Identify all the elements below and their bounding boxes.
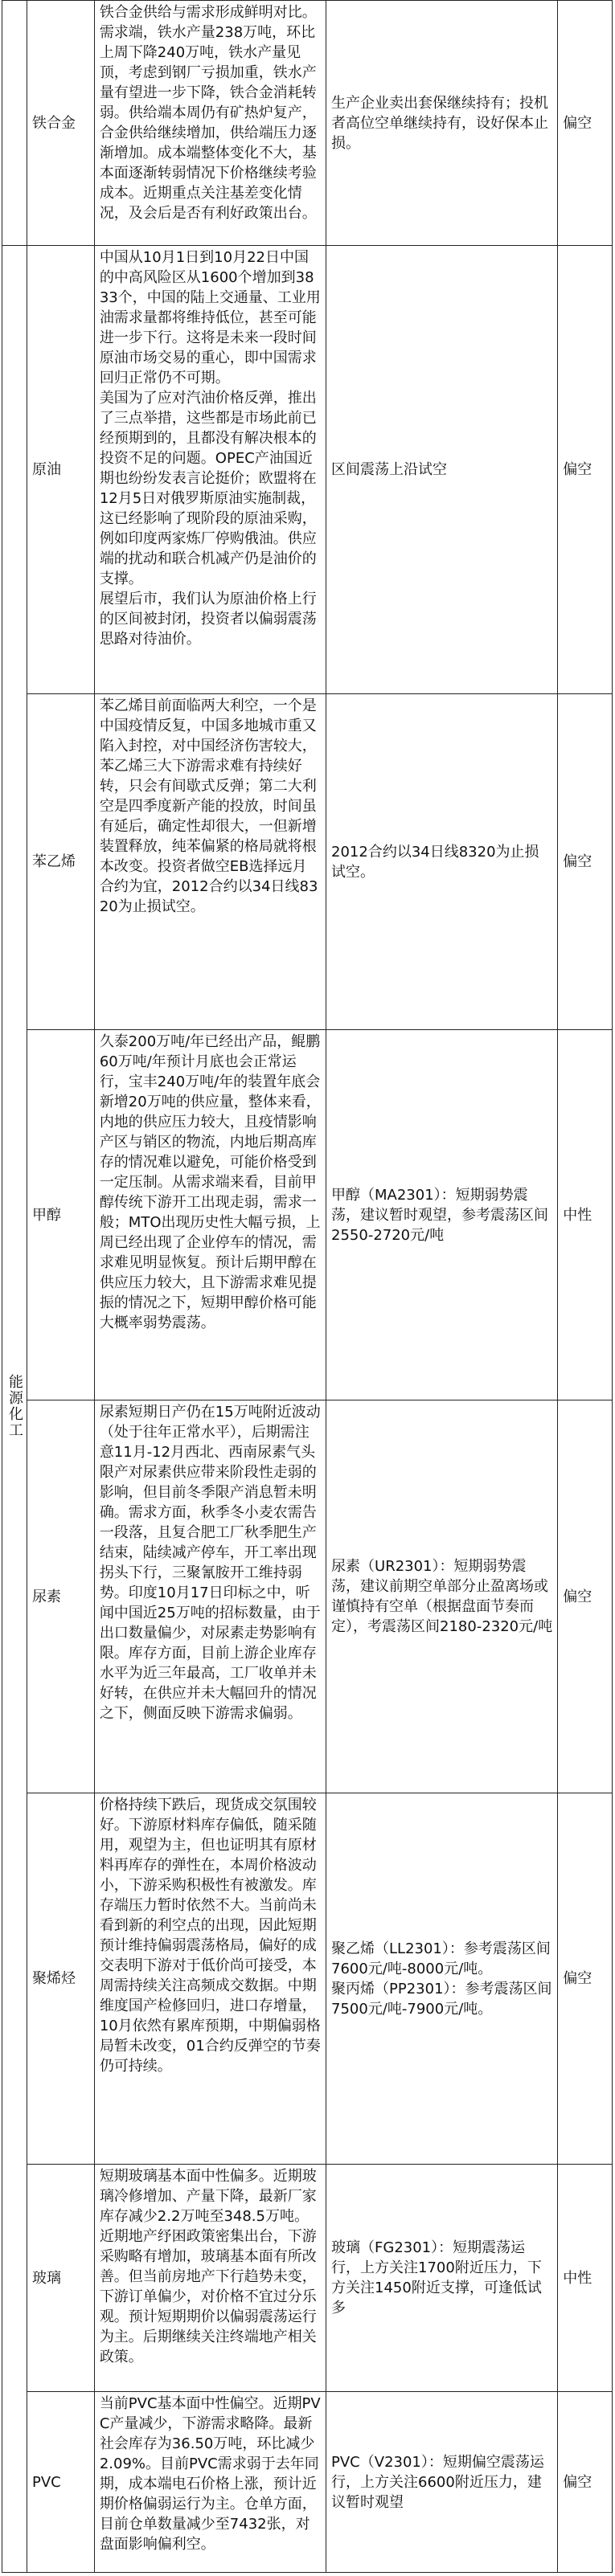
view-cell: 中性 xyxy=(558,1030,613,1400)
commodity-name: 玻璃 xyxy=(27,2165,95,2392)
strategy-text: 区间震荡上沿试空 xyxy=(331,461,448,478)
commodity-name: 苯乙烯 xyxy=(27,694,95,1030)
analysis-text: 中国从10月1日到10月22日中国的中高风险区从1600个增加到3833个，中国的陆上交通量、工业用油需求量都将维持低位，甚至可能进一步下行。这将是未来一段时间原油市场交易的重心，即中国需求回归正常仍不可期。 美国为了应对汽油价格反弹，推出了三点举措，这些都是市场此前已经预期到的，且都没有解决根本的投资不足的问题。OPEC产油国近期也纷纷发表言论挺价；欧盟将在12月5日对俄罗斯原油实施制裁，这已经影响了现阶段的原油采购，例如印度两家炼厂停购俄油。供应端的扰动和联合机减产仍是油价的支撑。 展望后市，我们认为原油价格上行的区间被封闭，投资者以偏弱震荡思路对待油价。 xyxy=(99,249,321,648)
strategy-cell xyxy=(326,246,558,694)
strategy-text: 玻璃（FG2301）：短期震荡运行，上方关注1700附近压力，下方关注1450附近支撑，可逢低试多 xyxy=(331,2239,542,2316)
strategy-text: 聚乙烯（LL2301）：参考震荡区间7600元/吨-8000元/吨。 聚丙烯（PP2301）：参考震荡区间7500元/吨-7900元/吨。 xyxy=(331,1940,552,2018)
strategy-cell xyxy=(326,2165,558,2392)
analysis-text: 久泰200万吨/年已经出产品，鲲鹏60万吨/年预计月底也会正常运行，宝丰240万吨/年的装置年底会新增20万吨的供应量，整体来看，内地的供应压力较大，且疫情影响产区与销区的物流，内地后期高库存的情况难以避免，可能价格受到一定压制。从需求端来看，目前甲醇传统下游开工出现走弱，需求一般；MTO出现历史性大幅亏损，上周已经出现了企业停车的情况，需求难见明显恢复。预计后期甲醇在供应压力较大，且下游需求难见提振的情况之下，短期甲醇价格可能大概率弱势震荡。 xyxy=(99,1033,321,1331)
commodity-name: 铁合金 xyxy=(27,1,95,246)
table-row xyxy=(2,1,613,246)
table-row xyxy=(2,246,613,694)
analysis-cell xyxy=(94,694,326,1030)
strategy-text: 甲醇（MA2301）：短期弱势震荡，建议暂时观望，参考震荡区间2550-2720元/吨 xyxy=(331,1186,549,1244)
strategy-cell xyxy=(326,2392,558,2573)
analysis-text: 当前PVC基本面中性偏空。近期PVC产量减少，下游需求略降。最新社会库存为36.50万吨，环比减少2.09%。目前PVC需求弱于去年同期，成本端电石价格上涨，预计近期价格偏弱运行为主。仓单方面，目前仓单数量减少至7432张，对盘面影响偏利空。 xyxy=(99,2395,321,2553)
analysis-cell xyxy=(94,1030,326,1400)
view-cell: 偏空 xyxy=(558,1,613,246)
strategy-text: PVC（V2301）：短期偏空震荡运行，上方关注6600附近压力，建议暂时观望 xyxy=(331,2453,544,2511)
analysis-cell xyxy=(94,246,326,694)
sector-label: 能源化工 xyxy=(6,1374,23,1438)
view-cell: 偏空 xyxy=(558,1793,613,2165)
analysis-text: 尿素短期日产仍在15万吨附近波动（处于往年正常水平），后期需注意11月-12月西北、西南尿素气头限产对尿素供应带来阶段性走弱的影响，但目前冬季限产消息暂未明确。需求方面，秋季冬小麦农需告一段落，且复合肥工厂秋季肥生产结束，陆续减产停车，开工率出现拐头下行，三聚氰胺开工维持弱势。印度10月17日印标之中，听闻中国近25万吨的招标数量，由于出口数量偏少，对尿素走势影响有限。库存方面，目前上游企业库存水平为近三年最高，工厂收单并未好转，在供应并未大幅回升的情况之下，侧面反映下游需求偏弱。 xyxy=(99,1404,321,1722)
strategy-text: 2012合约以34日线8320为止损试空。 xyxy=(331,843,539,881)
view-cell: 偏空 xyxy=(558,246,613,694)
commodity-name: 原油 xyxy=(27,246,95,694)
analysis-text: 价格持续下跌后，现货成交氛围较好。下游原材料库存偏低，随采随用，观望为主，但也证明其有原材料再库存的弹性在，本周价格波动小，下游采购积极性有被激发。库存端压力暂时依然不大。当前尚未看到新的利空点的出现，因此短期预计维持偏弱震荡格局，偏好的成交表明下游对于低价尚可接受，本周需持续关注高频成交数据。中期维度国产检修回归，进口存增量，10月依然有累库预期，中期偏弱格局暂未改变，01合约反弹空的节奏仍可持续。 xyxy=(99,1797,321,2075)
analysis-cell xyxy=(94,1793,326,2165)
sector-cell xyxy=(2,246,27,2573)
strategy-cell xyxy=(326,1,558,246)
commodity-name: PVC xyxy=(27,2392,95,2573)
table-row xyxy=(2,2392,613,2573)
table-row xyxy=(2,1793,613,2165)
view-cell: 中性 xyxy=(558,2165,613,2392)
analysis-text: 铁合金供给与需求形成鲜明对比。需求端，铁水产量238万吨，环比上周下降240万吨，铁水产量见顶，考虑到钢厂亏损加重，铁水产量有望进一步下降，铁合金消耗转弱。供给端本周仍有矿热炉复产，合金供给继续增加，供给端压力逐渐增加。成本端整体变化不大，基本面逐渐转弱情况下价格继续考验成本。近期重点关注基差变化情况，及会后是否有利好政策出台。 xyxy=(99,4,317,222)
strategy-cell xyxy=(326,1400,558,1793)
table-row xyxy=(2,2165,613,2392)
sector-cell-top xyxy=(2,1,27,246)
commodity-strategy-table xyxy=(2,0,613,2573)
strategy-cell xyxy=(326,694,558,1030)
analysis-text: 短期玻璃基本面中性偏多。近期玻璃冷修增加、产量下降，最新厂家库存减少2.2万吨至348.5万吨。近期地产纾困政策密集出台，下游采购略有增加，玻璃基本面有所改善。但当前房地产下行趋势未变，下游订单偏少，对价格不宜过分乐观。预计短期期价以偏弱震荡运行为主。后期继续关注终端地产相关政策。 xyxy=(99,2168,317,2365)
commodity-name: 尿素 xyxy=(27,1400,95,1793)
commodity-name: 甲醇 xyxy=(27,1030,95,1400)
strategy-text: 生产企业卖出套保继续持有；投机者高位空单继续持有，设好保本止损。 xyxy=(331,94,549,152)
table-row xyxy=(2,1400,613,1793)
analysis-cell xyxy=(94,2392,326,2573)
table-row xyxy=(2,1030,613,1400)
analysis-text: 苯乙烯目前面临两大利空，一个是中国疫情反复，中国多地城市重又陷入封控，对中国经济伤害较大，苯乙烯三大下游需求难有持续好转，只会有间歇式反弹；第二大利空是四季度新产能的投放，时间虽有延后，确定性却很大，一但新增装置释放，纯苯偏紧的格局就将根本改变。投资者做空EB选择远月合约为宜，2012合约以34日线8320为止损试空。 xyxy=(99,697,318,915)
strategy-cell xyxy=(326,1030,558,1400)
view-cell: 偏空 xyxy=(558,2392,613,2573)
strategy-text: 尿素（UR2301）：短期弱势震荡，建议前期空单部分止盈离场或谨慎持有空单（根据盘面节奏而定），考震荡区间2180-2320元/吨 xyxy=(331,1558,553,1635)
view-cell: 偏空 xyxy=(558,694,613,1030)
view-cell: 偏空 xyxy=(558,1400,613,1793)
analysis-cell xyxy=(94,1,326,246)
analysis-cell xyxy=(94,1400,326,1793)
strategy-cell xyxy=(326,1793,558,2165)
table-row xyxy=(2,694,613,1030)
commodity-name: 聚烯烃 xyxy=(27,1793,95,2165)
analysis-cell xyxy=(94,2165,326,2392)
